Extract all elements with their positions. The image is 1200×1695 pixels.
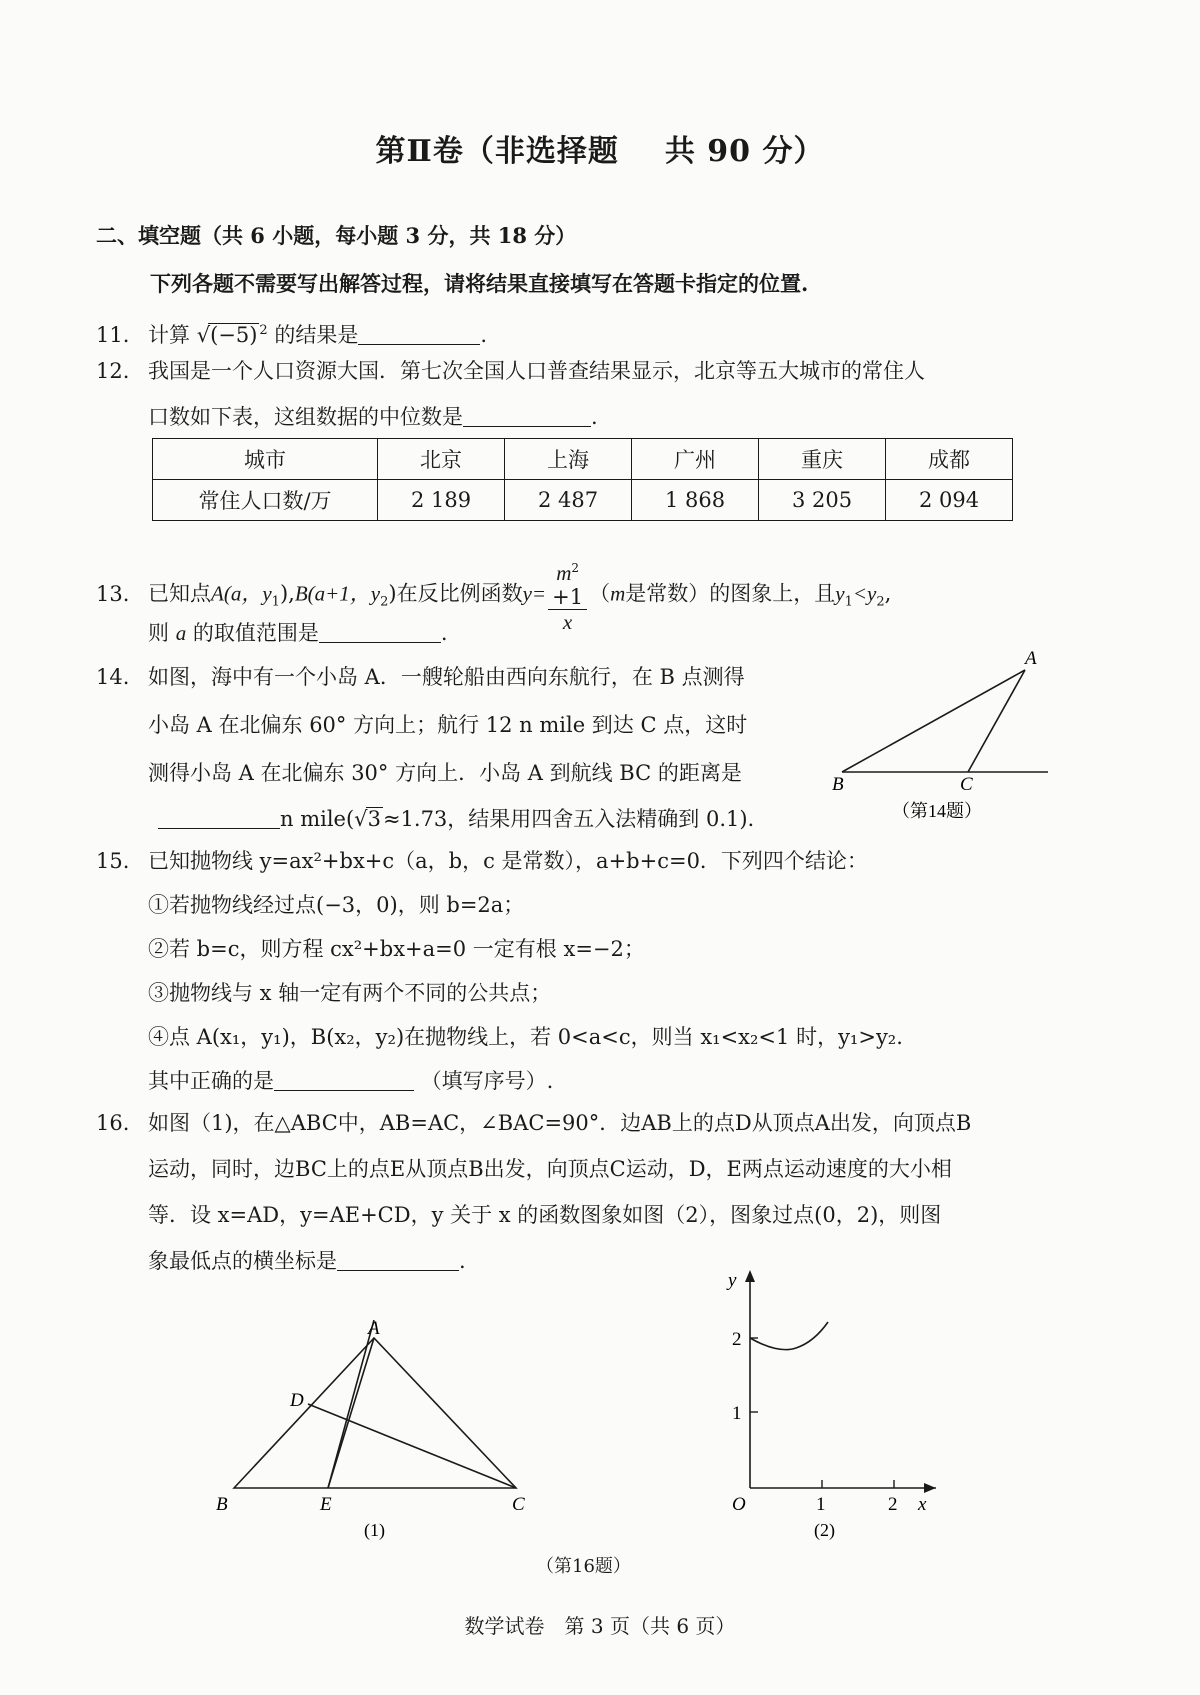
label-a: A [1025, 648, 1037, 669]
function-curve [750, 1322, 828, 1350]
question-15-ask: 其中正确的是 （填写序号）. [148, 1069, 554, 1093]
subfigure-caption: (2) [814, 1520, 835, 1540]
segment-ab [842, 670, 1025, 772]
table-cell: 上海 [505, 439, 632, 480]
answer-blank [337, 1250, 459, 1271]
table-cell: 2 189 [378, 480, 505, 521]
label-c: C [960, 774, 973, 795]
conclusion-2: ②若 b=c，则方程 cx²+bx+a=0 一定有根 x=−2； [148, 937, 645, 961]
question-13: 13. 已知点A(a，$y_1),B(a+1$，$y_2$)在反比例函数y= $m^2$ +1 x （m是常数）的图象上，且$y_1<y_2$, [96, 556, 891, 634]
conclusion-4: ④点 A(x₁，y₁)，B(x₂，y₂)在抛物线上，若 0<a<c，则当 x₁<x₂<1 时，y₁>y₂. [148, 1025, 903, 1049]
sqrt-expression: √(−5) $^2$ [196, 323, 268, 347]
table-row [153, 480, 1013, 521]
figure-14 [830, 640, 1060, 820]
section-heading: 二、填空题（共 6 小题，每小题 3 分，共 18 分） [96, 223, 577, 248]
tick-label-y1: 1 [732, 1403, 742, 1424]
label-b: B [832, 774, 844, 795]
triangle-abc [234, 1338, 516, 1488]
question-14: 14. 如图，海中有一个小岛 A．一艘轮船由西向东航行，在 B 点测得 [96, 665, 745, 689]
question-14-line4: n mile(√3≈1.73，结果用四舍五入法精确到 0.1). [158, 806, 754, 832]
tick-label-y2: 2 [732, 1329, 742, 1350]
label-e: E [320, 1494, 332, 1515]
table-cell: 成都 [886, 439, 1013, 480]
figure-16-caption: （第16题） [536, 1556, 631, 1577]
page-title: 第Ⅱ卷（非选择题 共 90 分） [375, 134, 825, 169]
tick-label-x1: 1 [816, 1494, 826, 1515]
x-axis-arrow-icon [924, 1483, 936, 1493]
question-12-line2: 口数如下表，这组数据的中位数是 . [148, 405, 598, 429]
label-x: x [918, 1494, 927, 1515]
question-16-line2: 运动，同时，边BC上的点E从顶点B出发，向顶点C运动，D，E两点运动速度的大小相 [148, 1157, 952, 1181]
subfigure-caption: (1) [364, 1520, 385, 1540]
conclusion-3: ③抛物线与 x 轴一定有两个不同的公共点； [148, 981, 552, 1005]
answer-blank [463, 406, 591, 427]
label-c: C [512, 1494, 525, 1515]
population-table [152, 438, 1013, 521]
table-cell: 常住人口数/万 [153, 480, 378, 521]
question-14-line2: 小岛 A 在北偏东 60° 方向上；航行 12 n mile 到达 C 点，这时 [148, 713, 748, 737]
conclusion-1: ①若抛物线经过点(−3，0)，则 b=2a； [148, 893, 525, 917]
question-14-line3: 测得小岛 A 在北偏东 30° 方向上．小岛 A 到航线 BC 的距离是 [148, 761, 742, 785]
question-13-line2: 则 a 的取值范围是 . [148, 621, 448, 645]
y-axis-arrow-icon [745, 1270, 755, 1282]
table-cell: 重庆 [759, 439, 886, 480]
table-cell: 3 205 [759, 480, 886, 521]
table-cell: 2 094 [886, 480, 1013, 521]
table-cell: 北京 [378, 439, 505, 480]
section-instruction: 下列各题不需要写出解答过程，请将结果直接填写在答题卡指定的位置. [150, 271, 809, 296]
figure-caption: （第14题） [892, 801, 982, 820]
fraction: $m^2$ +1 x [548, 556, 587, 634]
table-cell: 2 487 [505, 480, 632, 521]
question-16: 16. 如图（1)，在△ABC中，AB=AC，∠BAC=90°．边AB上的点D从顶点A出发，向顶点B [96, 1111, 972, 1135]
page-footer: 数学试卷 第 3 页（共 6 页） [464, 1614, 736, 1638]
label-y: y [728, 1270, 737, 1291]
figure-16-2 [710, 1262, 950, 1542]
question-16-line3: 等．设 x=AD，y=AE+CD，y 关于 x 的函数图象如图（2），图象过点(0，2)，则图 [148, 1203, 942, 1227]
label-b: B [216, 1494, 228, 1515]
answer-blank [319, 622, 441, 643]
label-a: A [368, 1320, 380, 1339]
figure-16-1 [210, 1320, 550, 1540]
label-origin: O [732, 1494, 746, 1515]
answer-blank [274, 1070, 414, 1091]
table-cell: 广州 [632, 439, 759, 480]
question-11: 11. 计算 √(−5) $^2$ 的结果是 . [96, 323, 488, 347]
question-12: 12. 我国是一个人口资源大国．第七次全国人口普查结果显示，北京等五大城市的常住人 [96, 359, 925, 383]
tick-label-x2: 2 [888, 1494, 898, 1515]
question-15: 15. 已知抛物线 y=ax²+bx+c（a，b，c 是常数），a+b+c=0．下列四个结论： [96, 849, 868, 873]
answer-blank [358, 324, 480, 345]
label-d: D [290, 1390, 304, 1411]
table-cell: 1 868 [632, 480, 759, 521]
table-cell: 城市 [153, 439, 378, 480]
question-16-line4: 象最低点的横坐标是 . [148, 1249, 466, 1273]
table-row [153, 439, 1013, 480]
answer-blank [158, 808, 280, 829]
